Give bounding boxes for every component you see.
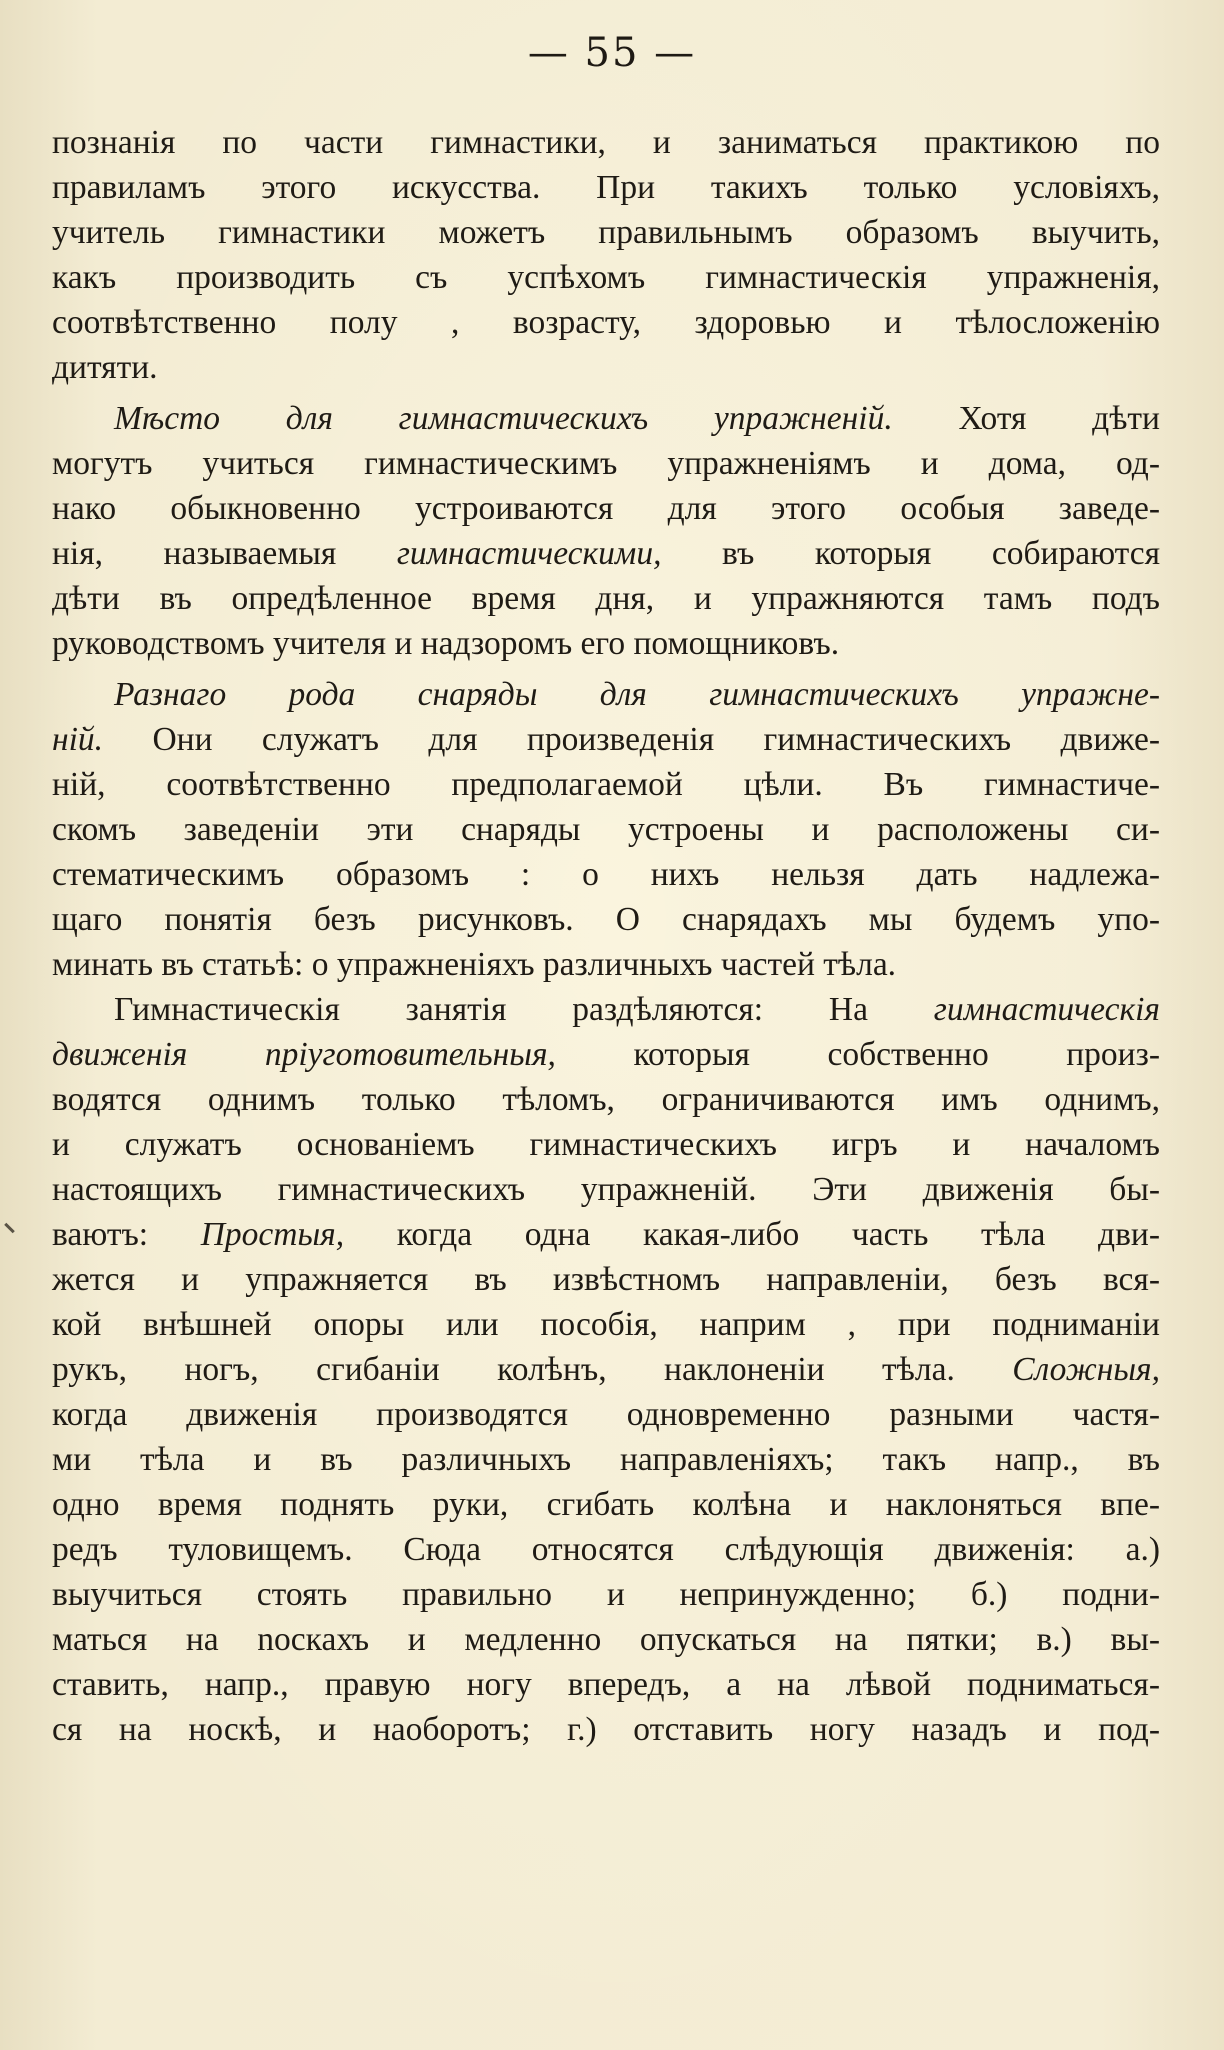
text-line xyxy=(52,486,1160,531)
italic-text-segment: Разнаго рода снаряды для гимнастическихъ упражне- xyxy=(114,676,1160,713)
italic-text-segment: ній. xyxy=(52,721,104,758)
page-number: — 55 — xyxy=(527,30,697,76)
text-line xyxy=(52,852,1160,897)
text-line xyxy=(52,1527,1160,1572)
text-segment: ся на носкѣ, и наоборотъ; г.) отставить ногу назадъ и под- xyxy=(52,1711,1160,1748)
margin-mark xyxy=(4,1223,15,1234)
text-segment: какъ производить съ успѣхомъ гимнастическія упражненія, xyxy=(52,259,1160,296)
text-segment: выучиться стоять правильно и непринужденно; б.) подни- xyxy=(52,1576,1160,1613)
text-line xyxy=(52,441,1160,486)
text-segment: которыя собственно произ- xyxy=(555,1036,1161,1073)
text-segment: дѣти въ опредѣленное время дня, и упражняются тамъ подъ xyxy=(52,580,1160,617)
text-line xyxy=(52,531,1160,576)
text-segment: ми тѣла и въ различныхъ направленіяхъ; такъ напр., въ xyxy=(52,1441,1160,1478)
text-line xyxy=(52,210,1160,255)
text-segment: и служатъ основаніемъ гимнастическихъ игръ и началомъ xyxy=(52,1126,1160,1163)
text-line xyxy=(52,1347,1160,1392)
text-segment: дитяти. xyxy=(52,349,158,386)
text-line xyxy=(52,120,1160,165)
text-segment: познанія по части гимнастики, и заниматься практикою по xyxy=(52,124,1160,161)
text-segment: минать въ статьѣ: о упражненіяхъ различныхъ частей тѣла. xyxy=(52,946,897,983)
text-line xyxy=(52,255,1160,300)
text-line xyxy=(52,1302,1160,1347)
text-segment: руководствомъ учителя и надзоромъ его помощниковъ. xyxy=(52,625,840,662)
italic-text-segment: движенія пріуготовительныя, xyxy=(52,1036,556,1073)
text-line xyxy=(52,1212,1160,1257)
text-segment: кой внѣшней опоры или пособія, наприм , при подниманіи xyxy=(52,1306,1160,1343)
text-line xyxy=(52,576,1160,621)
text-line xyxy=(52,1077,1160,1122)
text-line xyxy=(52,1167,1160,1212)
text-segment: правиламъ этого искусства. При такихъ только условіяхъ, xyxy=(52,169,1160,206)
italic-text-segment: Сложныя, xyxy=(1012,1351,1160,1388)
text-line xyxy=(52,1392,1160,1437)
text-segment: Гимнастическія занятія раздѣляются: На xyxy=(114,991,934,1028)
text-segment: нія, называемыя xyxy=(52,535,397,572)
text-line xyxy=(52,942,1160,987)
text-segment: Хотя дѣти xyxy=(892,400,1160,437)
text-segment: ваютъ: xyxy=(52,1216,201,1253)
text-line xyxy=(52,672,1160,717)
text-line xyxy=(52,621,1160,666)
text-line xyxy=(52,1437,1160,1482)
text-line xyxy=(52,1122,1160,1167)
text-segment: Они служатъ для произведенія гимнастическихъ движе- xyxy=(103,721,1160,758)
italic-text-segment: гимнастическія xyxy=(933,991,1160,1028)
text-line xyxy=(52,762,1160,807)
text-line xyxy=(52,396,1160,441)
text-segment: ставить, напр., правую ногу впередъ, а на лѣвой подниматься- xyxy=(52,1666,1160,1703)
text-segment: скомъ заведеніи эти снаряды устроены и расположены си- xyxy=(52,811,1160,848)
text-segment: учитель гимнастики можетъ правильнымъ образомъ выучить, xyxy=(52,214,1160,251)
text-segment: одно время поднять руки, сгибать колѣна и наклоняться впе- xyxy=(52,1486,1160,1523)
italic-text-segment: Мѣсто для гимнастическихъ упражненій. xyxy=(114,400,893,437)
text-line xyxy=(52,1032,1160,1077)
text-segment: жется и упражняется въ извѣстномъ направленіи, безъ вся- xyxy=(52,1261,1160,1298)
text-segment: когда одна какая-либо часть тѣла дви- xyxy=(344,1216,1160,1253)
text-line xyxy=(52,1617,1160,1662)
italic-text-segment: гимнастическими, xyxy=(396,535,662,572)
text-line xyxy=(52,1662,1160,1707)
text-line xyxy=(52,1572,1160,1617)
text-segment: когда движенія производятся одновременно разными частя- xyxy=(52,1396,1160,1433)
text-line xyxy=(52,1257,1160,1302)
text-segment: нако обыкновенно устроиваются для этого особыя заведе- xyxy=(52,490,1160,527)
text-segment: водятся однимъ только тѣломъ, ограничиваются имъ однимъ, xyxy=(52,1081,1160,1118)
text-line xyxy=(52,897,1160,942)
text-segment: въ которыя собираются xyxy=(661,535,1160,572)
text-segment: щаго понятія безъ рисунковъ. О снарядахъ мы будемъ упо- xyxy=(52,901,1160,938)
text-line xyxy=(52,165,1160,210)
text-line xyxy=(52,717,1160,762)
text-segment: настоящихъ гимнастическихъ упражненій. Эти движенія бы- xyxy=(52,1171,1160,1208)
text-segment: могутъ учиться гимнастическимъ упражненіямъ и дома, од- xyxy=(52,445,1160,482)
text-segment: соотвѣтственно полу , возрасту, здоровью и тѣлосложенію xyxy=(52,304,1160,341)
text-segment: ній, соотвѣтственно предполагаемой цѣли. Въ гимнастиче- xyxy=(52,766,1160,803)
text-line xyxy=(52,300,1160,345)
text-segment: рукъ, ногъ, сгибаніи колѣнъ, наклоненіи тѣла. xyxy=(52,1351,1013,1388)
text-line xyxy=(52,1482,1160,1527)
text-line xyxy=(52,807,1160,852)
text-segment: маться на noскахъ и медленно опускаться на пятки; в.) вы- xyxy=(52,1621,1160,1658)
text-segment: редъ туловищемъ. Сюда относятся слѣдующія движенія: а.) xyxy=(52,1531,1160,1568)
text-segment: стематическимъ образомъ : о нихъ нельзя дать надлежа- xyxy=(52,856,1160,893)
text-line xyxy=(52,987,1160,1032)
text-line xyxy=(52,345,1160,390)
text-line xyxy=(52,1707,1160,1752)
page-body-text xyxy=(52,120,1160,1752)
italic-text-segment: Простыя, xyxy=(200,1216,345,1253)
